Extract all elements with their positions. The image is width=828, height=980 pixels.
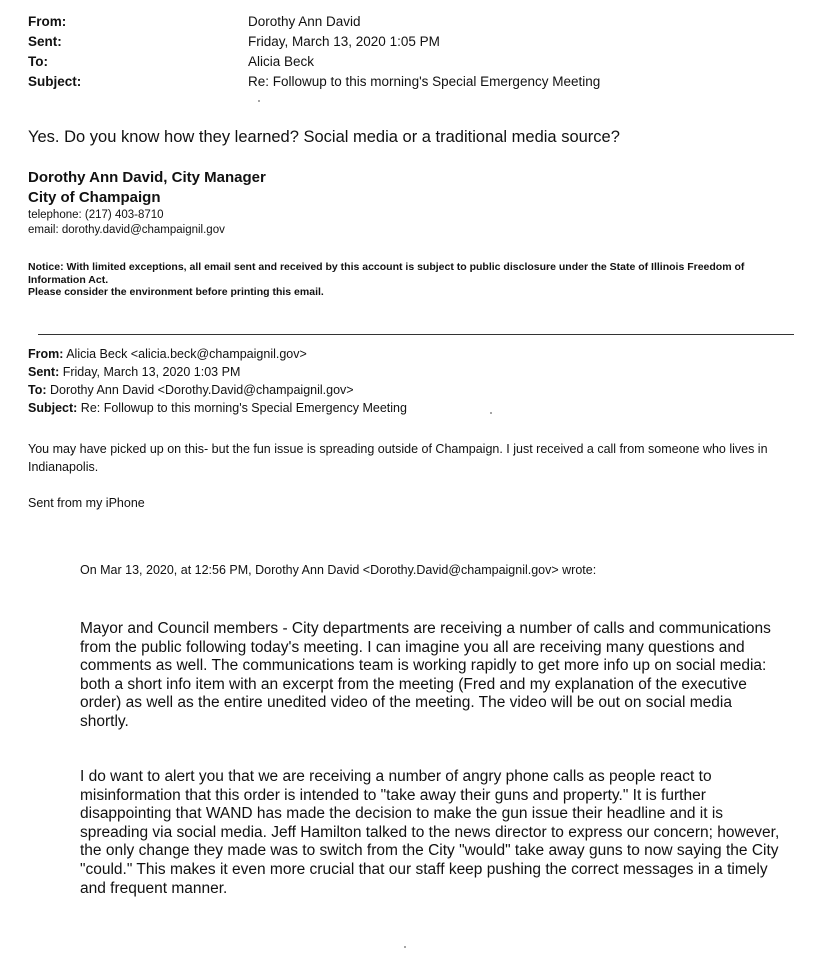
- signature-organization: City of Champaign: [28, 189, 161, 206]
- quoted-subject-value: Re: Followup to this morning's Special Emergency Meeting: [77, 401, 407, 415]
- signature-telephone: telephone: (217) 403-8710: [28, 209, 164, 221]
- quoted-sent-value: Friday, March 13, 2020 1:03 PM: [59, 365, 241, 379]
- header-from-label: From:: [28, 14, 67, 29]
- scan-speck: [258, 100, 260, 102]
- signature-block: [28, 168, 266, 238]
- quoted-from-row: [28, 345, 407, 363]
- quoted-sent-from: Sent from my iPhone: [28, 496, 145, 510]
- signature-name-title: Dorothy Ann David, City Manager: [28, 169, 266, 186]
- header-subject-label: Subject:: [28, 74, 82, 89]
- quoted-from-value: Alicia Beck <alicia.beck@champaignil.gov>: [63, 347, 307, 361]
- quoted-subject-row: [28, 399, 407, 417]
- notice-line-2: Please consider the environment before printing this email.: [28, 286, 324, 298]
- quoted-header: [28, 345, 407, 417]
- message-divider: [38, 334, 794, 335]
- quoted-from-label: From:: [28, 347, 64, 361]
- header-to-value: Alicia Beck: [248, 54, 315, 69]
- original-paragraph-1: Mayor and Council members - City departments are receiving a number of calls and communications from the public following today's meeting. I can imagine you all are receiving many questions and comments as well. The communications team is working rapidly to get more info up on social media: both a short info item with an excerpt from the meeting (Fred and my explanation of the executive order) as well as the entire unedited video of the meeting. The video will be out on social media shortly.: [80, 620, 771, 730]
- notice-line-1: Notice: With limited exceptions, all email sent and received by this account is subject to public disclosure under the State of Illinois Freedom of Information Act.: [28, 261, 745, 286]
- scan-speck: [490, 412, 492, 414]
- scan-speck: [404, 946, 406, 948]
- quoted-to-value: Dorothy Ann David <Dorothy.David@champaignil.gov>: [46, 383, 354, 397]
- quoted-subject-label: Subject:: [28, 401, 78, 415]
- header-from-value: Dorothy Ann David: [248, 14, 361, 29]
- header-subject-value: Re: Followup to this morning's Special Emergency Meeting: [248, 74, 601, 89]
- quoted-body: You may have picked up on this- but the fun issue is spreading outside of Champaign. I just received a call from someone who lives in Indianapolis.: [28, 442, 768, 474]
- signature-email: email: dorothy.david@champaignil.gov: [28, 224, 225, 236]
- quoted-sent-label: Sent:: [28, 365, 60, 379]
- quoted-sent-row: [28, 363, 407, 381]
- reply-text: Yes. Do you know how they learned? Social media or a traditional media source?: [28, 128, 620, 146]
- public-disclosure-notice: [28, 261, 798, 299]
- original-paragraph-2: I do want to alert you that we are receiving a number of angry phone calls as people react to misinformation that this order is intended to "take away their guns and property." It is further disappointing that WAND has made the decision to make the gun issue their headline and it is spreading via social media. Jeff Hamilton talked to the news director to express our concern; however, the only change they made was to switch from the City "would" take away guns to now saying the City "could." This makes it even more crucial that our staff keep pushing the correct messages in a timely and frequent manner.: [80, 768, 780, 897]
- header-sent-label: Sent:: [28, 34, 62, 49]
- header-to-label: To:: [28, 54, 48, 69]
- quoted-to-row: [28, 381, 407, 399]
- original-wrote-line: On Mar 13, 2020, at 12:56 PM, Dorothy Ann David <Dorothy.David@champaignil.gov> wrote:: [80, 563, 597, 577]
- header-sent-value: Friday, March 13, 2020 1:05 PM: [248, 34, 440, 49]
- quoted-to-label: To:: [28, 383, 47, 397]
